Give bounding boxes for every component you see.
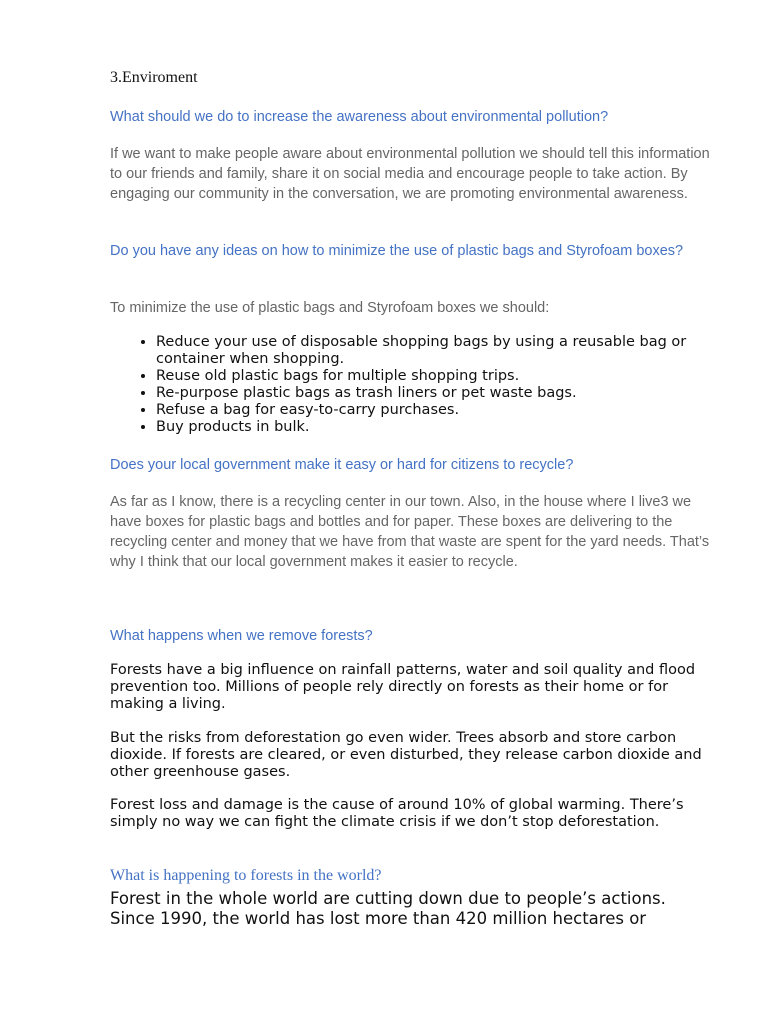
paragraph-forest-loss: Forest loss and damage is the cause of around 10% of global warming. There’s simply no way we can fight the climate crisis if we don’t stop deforestation. bbox=[110, 797, 684, 830]
question-forests-world: What is happening to forests in the world? bbox=[110, 867, 382, 884]
plastic-tips-list bbox=[110, 334, 710, 436]
answer-plastic-intro: To minimize the use of plastic bags and Styrofoam boxes we should: bbox=[110, 300, 550, 316]
section-heading: 3.Enviroment bbox=[110, 69, 198, 86]
list-item: • Buy products in bulk. bbox=[156, 419, 710, 436]
list-item: • Refuse a bag for easy-to-carry purchases. bbox=[156, 402, 710, 419]
question-recycle: Does your local government make it easy or hard for citizens to recycle? bbox=[110, 457, 574, 473]
question-plastic-bags: Do you have any ideas on how to minimize the use of plastic bags and Styrofoam boxes? bbox=[110, 243, 684, 259]
list-item: • Reduce your use of disposable shopping bags by using a reusable bag or container when shopping. bbox=[156, 334, 710, 368]
paragraph-deforestation-risks: But the risks from deforestation go even wider. Trees absorb and store carbon dioxide. If forests are cleared, or even disturbed, they release carbon dioxide and other greenhouse gases. bbox=[110, 730, 702, 780]
list-item: • Reuse old plastic bags for multiple shopping trips. bbox=[156, 368, 710, 385]
answer-recycle: As far as I know, there is a recycling center in our town. Also, in the house where I live3 we have boxes for plastic bags and bottles and for paper. These boxes are delivering to the recycling center and money that we have from that waste are spent for the yard needs. That’s why I think that our local government makes it easier to recycle. bbox=[110, 494, 710, 570]
answer-awareness: If we want to make people aware about environmental pollution we should tell this information to our friends and family, share it on social media and encourage people to take action. By engaging our community in the conversation, we are promoting environmental awareness. bbox=[110, 146, 710, 202]
question-remove-forests: What happens when we remove forests? bbox=[110, 628, 373, 644]
question-awareness: What should we do to increase the awareness about environmental pollution? bbox=[110, 109, 609, 125]
list-item: • Re-purpose plastic bags as trash liners or pet waste bags. bbox=[156, 385, 710, 402]
paragraph-forests-world: Forest in the whole world are cutting down due to people’s actions. Since 1990, the world has lost more than 420 million hectares or bbox=[110, 889, 666, 928]
paragraph-forests-influence: Forests have a big influence on rainfall patterns, water and soil quality and flood prevention too. Millions of people rely directly on forests as their home or for making a living. bbox=[110, 662, 696, 712]
